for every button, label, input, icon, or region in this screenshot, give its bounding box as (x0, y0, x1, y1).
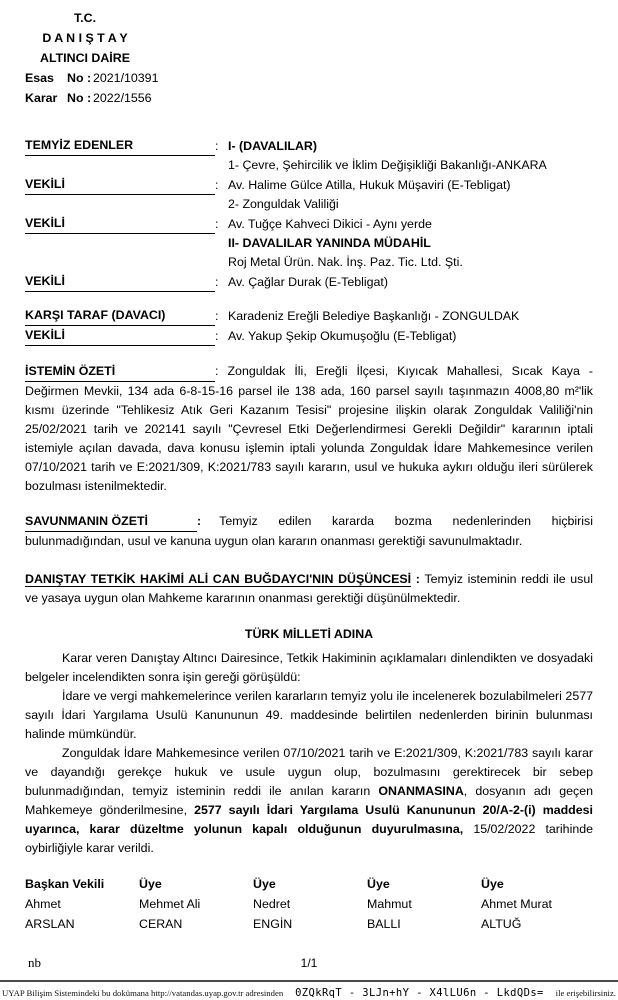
judge-last-name: CERAN (139, 917, 183, 931)
judge-first-name: Ahmet (25, 897, 61, 911)
judge-title: Başkan Vekili (25, 877, 105, 891)
in-the-name-of-nation-heading: TÜRK MİLLETİ ADINA (244, 627, 374, 641)
esas-number: 2021/10391 (93, 71, 159, 85)
party-row-label: VEKİLİ (25, 175, 215, 195)
party-row-value: 2- Zonguldak Valiliği (228, 197, 339, 211)
signature-column (481, 874, 593, 934)
judge-title: Üye (367, 877, 390, 891)
karar-label: Karar (25, 91, 58, 105)
party-row-colon: : (215, 309, 219, 323)
party-row-value: Av. Halime Gülce Atilla, Hukuk Müşaviri (E-Tebligat) (228, 178, 511, 192)
request-summary-label: İSTEMİN ÖZETİ (25, 362, 215, 382)
page-number: 1/1 (300, 956, 318, 970)
court-name: D A N I Ş T A Y (42, 31, 128, 45)
party-row-label: KARŞI TARAF (DAVACI) (25, 306, 215, 326)
defense-summary-text: Temyiz edilen kararda bozma nedenlerinden hiçbirisi bulunmadığından, usul ve kanuna uygun olan kararın onanması gerektiği savunulmaktadır. (25, 514, 593, 548)
party-row-colon: : (215, 275, 219, 289)
karar-number: 2022/1556 (93, 91, 152, 105)
party-row-value: Karadeniz Ereğli Belediye Başkanlığı - ZONGULDAK (228, 309, 520, 323)
chamber-name: ALTINCI DAİRE (40, 51, 130, 65)
party-row (25, 306, 593, 326)
signature-column (139, 874, 253, 934)
decision-paragraph-1: Karar veren Danıştay Altıncı Dairesince, Tetkik Hakiminin açıklamaları dinlendikten ve dosyadaki belgeler incelendikten sonra işin gereği görüşüldü: (25, 651, 593, 684)
party-row (25, 214, 593, 234)
request-summary-section (25, 362, 593, 496)
uyap-verification-footer (0, 980, 618, 1000)
party-row (25, 156, 593, 175)
judge-title: Üye (139, 877, 162, 891)
appellants-table (25, 136, 593, 292)
karar-no-label: No : (67, 91, 92, 105)
judge-last-name: ARSLAN (25, 917, 75, 931)
judge-last-name: BALLI (367, 917, 401, 931)
karar-row (25, 88, 593, 108)
party-row-value: 1- Çevre, Şehircilik ve İklim Değişikliği Bakanlığı-ANKARA (228, 158, 547, 172)
republic-label: T.C. (73, 11, 97, 25)
opposing-party-table (25, 306, 593, 346)
party-row-value: Av. Tuğçe Kahveci Dikici - Aynı yerde (228, 217, 432, 231)
signature-column (25, 874, 139, 934)
party-row-value: Roj Metal Ürün. Nak. İnş. Paz. Tic. Ltd. Şti. (228, 255, 463, 269)
party-row-colon: : (215, 139, 219, 153)
party-row (25, 234, 593, 253)
judge-last-name: ENGİN (253, 917, 293, 931)
rapporteur-opinion-label: DANIŞTAY TETKİK HAKİMİ ALİ CAN BUĞDAYCI'NIN DÜŞÜNCESİ (25, 572, 412, 586)
decision-final-paragraph: Zonguldak İdare Mahkemesince verilen 07/10/2021 tarih ve E:2021/309, K:2021/783 sayılı karar ve dayandığı gerekçe hukuk ve usule uygun olup, bozulmasını gerektirecek bir sebep bulunmadığından, temyiz isteminin reddi ile anılan kararın ONANMASINA, dosyanın adı geçen Mahkemeye gönderilmesine, 2577 sayılı İdari Yargılama Usulü Kanununun 20/A-2-(i) maddesi uyarınca, karar düzeltme yolunun kapalı olduğunun duyurulmasına, 15/02/2022 tarihinde oybirliğiyle karar verildi. (25, 746, 594, 855)
rapporteur-opinion-text: Temyiz isteminin reddi ile usul ve yasaya uygun olan Mahkeme kararının onanması gerektiği düşünülmektedir. (25, 572, 594, 605)
party-row-label: VEKİLİ (25, 326, 215, 346)
party-row-label: VEKİLİ (25, 272, 215, 292)
uyap-verification-code: 0ZQkRqT - 3LJn+hY - X4lLU6n - LkdQDs= (295, 987, 544, 999)
uyap-footer-prefix: UYAP Bilişim Sistemindeki bu dokümana http://vatandas.uyap.gov.tr adresinden (2, 988, 284, 998)
court-header (25, 8, 593, 108)
rapporteur-opinion-colon: : (411, 572, 425, 586)
party-row-colon: : (215, 178, 219, 192)
judge-first-name: Ahmet Murat (481, 897, 552, 911)
party-row-label: VEKİLİ (25, 214, 215, 234)
judge-title: Üye (481, 877, 504, 891)
party-row-value: Av. Yakup Şekip Okumuşoğlu (E-Tebligat) (228, 329, 457, 343)
party-row (25, 136, 593, 156)
esas-no-label: No : (67, 71, 92, 85)
judge-title: Üye (253, 877, 276, 891)
party-row-colon: : (215, 217, 219, 231)
judge-first-name: Nedret (253, 897, 291, 911)
judge-first-name: Mahmut (367, 897, 412, 911)
esas-row (25, 68, 593, 88)
signature-column (367, 874, 481, 934)
party-row (25, 195, 593, 214)
judge-first-name: Mehmet Ali (139, 897, 201, 911)
party-row-value: II- DAVALILAR YANINDA MÜDAHİL (228, 236, 431, 250)
uyap-footer-suffix: ile erişebilirsiniz. (555, 988, 616, 998)
rapporteur-opinion-section (25, 570, 593, 608)
defense-summary-label: SAVUNMANIN ÖZETİ (25, 512, 197, 532)
esas-label: Esas (25, 71, 54, 85)
party-row (25, 326, 593, 346)
request-summary-colon: : (215, 364, 219, 378)
decision-paragraph-2: İdare ve vergi mahkemelerince verilen kararların temyiz yolu ile incelenerek bozulabilmeleri 2577 sayılı İdari Yargılama Usulü Kanununun 49. maddesinde belirtilen nedenlerden birinin bulunması halinde mümkündür. (25, 689, 593, 741)
party-row-label: TEMYİZ EDENLER (25, 136, 215, 156)
party-row (25, 175, 593, 195)
clerk-initials: nb (28, 955, 41, 970)
party-row (25, 272, 593, 292)
signature-block (25, 874, 593, 934)
party-row-value: I- (DAVALILAR) (228, 139, 318, 153)
party-row-colon: : (215, 329, 219, 343)
judge-last-name: ALTUĞ (481, 917, 522, 931)
party-row-value: Av. Çağlar Durak (E-Tebligat) (228, 275, 388, 289)
defense-summary-colon: : (197, 514, 202, 528)
request-summary-text: Zonguldak İli, Ereğli İlçesi, Kıyıcak Mahallesi, Sıcak Kaya - Değirmen Mevkii, 134 ada 6-8-15-16 parsel ile 138 ada, 160 parsel sayılı taşınmazın 4008,80 m²'lik kısmı üzerinde "Tehlikesiz Atık Geri Kazanım Tesisi" projesine ilişkin olarak Zonguldak Valiliği'nin 25/02/2021 tarih ve 202141 sayılı "Çevresel Etki Değerlendirmesi Gerekli Değildir" kararının iptali istemiyle açılan davada, dava konusu işlemin iptali yolunda Zonguldak İdare Mahkemesince verilen 07/10/2021 tarih ve E:2021/309, K:2021/783 sayılı kararın, usul ve hukuka aykırı olduğu ileri sürülerek bozulması istenilmektedir. (25, 364, 593, 493)
defense-summary-section (25, 512, 593, 551)
signature-column (253, 874, 367, 934)
party-row (25, 253, 593, 272)
